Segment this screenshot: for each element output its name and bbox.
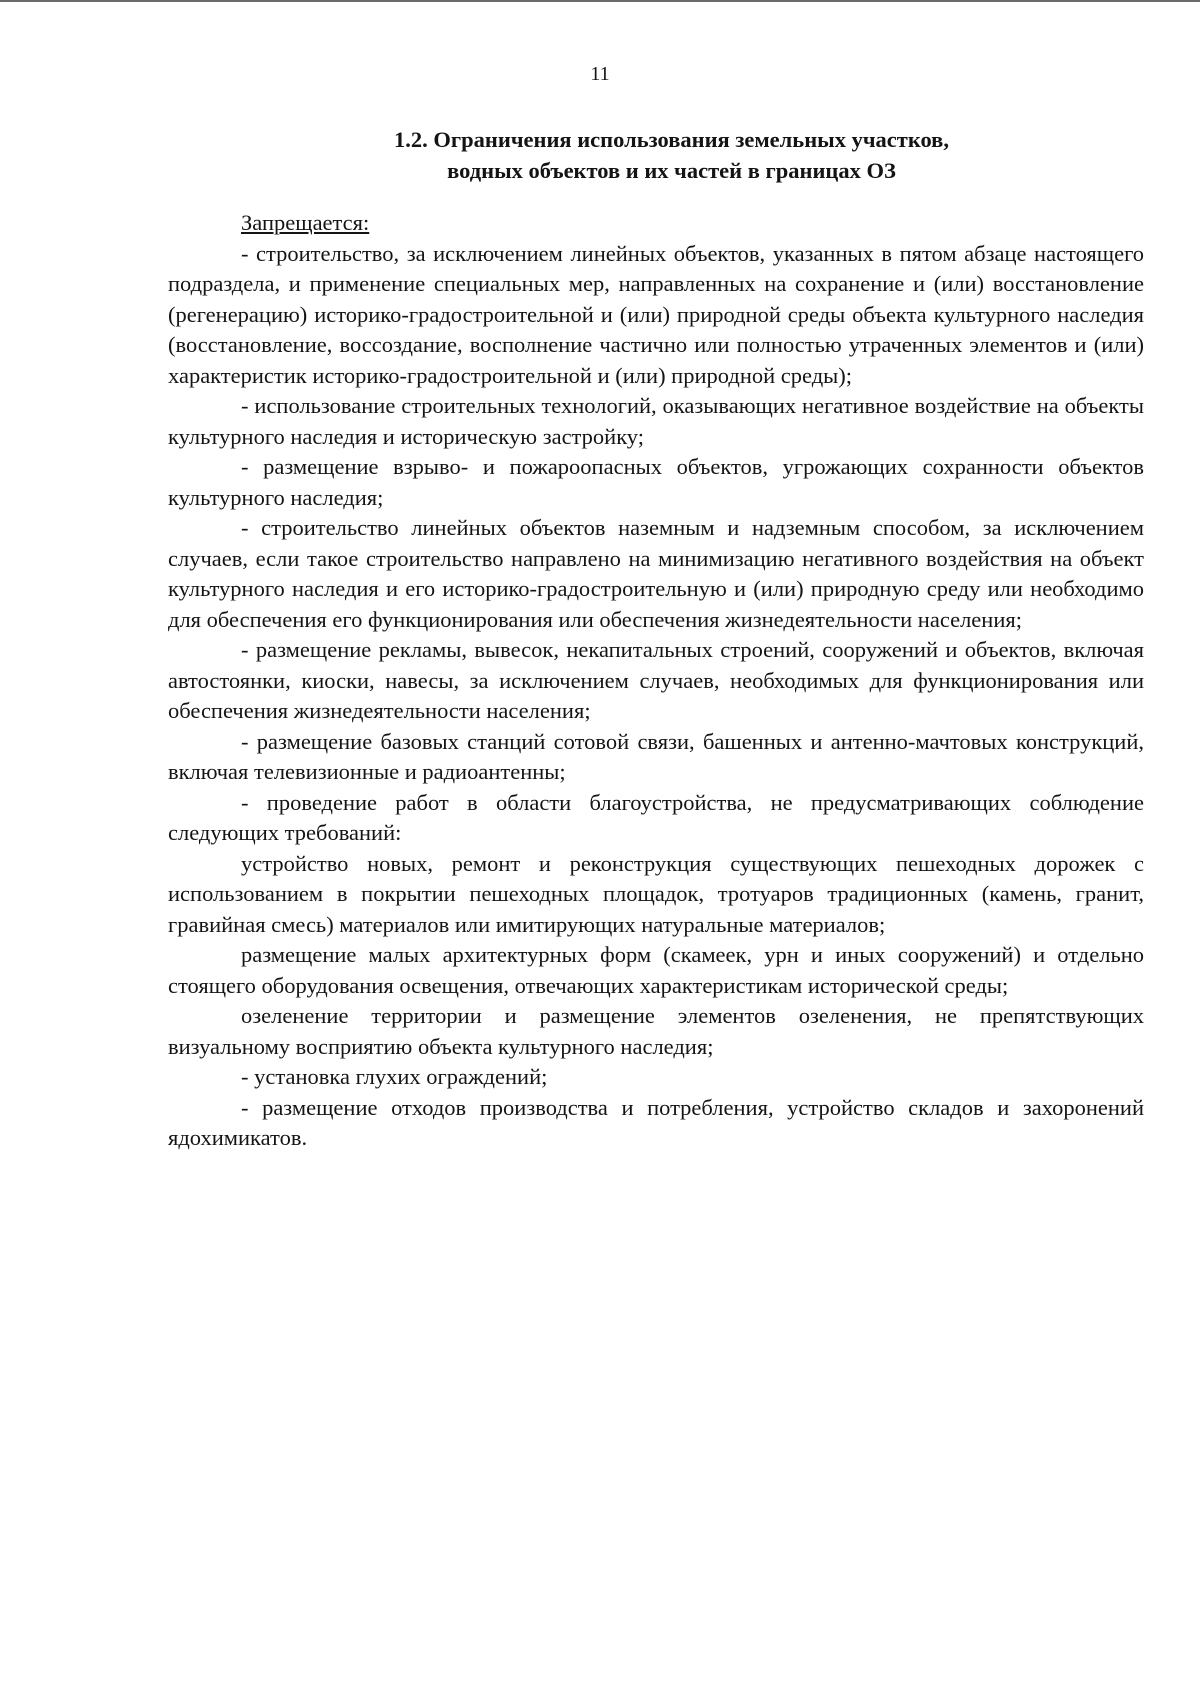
section-heading <box>170 124 1173 186</box>
requirement-item: устройство новых, ремонт и реконструкция существующих пешеходных дорожек с использованием в покрытии пешеходных площадок, тротуаров традиционных (камень, гранит, гравийная смесь) материалов или имитирующих натуральные материалов; <box>168 850 1144 937</box>
landscaping-requirements-list <box>168 849 1144 1063</box>
final-prohibition-list <box>168 1062 1144 1154</box>
section-heading-line-2: водных объектов и их частей в границах ОЗ <box>447 158 896 183</box>
prohibited-lead: Запрещается: <box>241 210 370 235</box>
page-number: 11 <box>590 63 610 85</box>
requirement-item: размещение малых архитектурных форм (скамеек, урн и иных сооружений) и отдельно стоящего оборудования освещения, отвечающих характеристикам исторической среды; <box>168 942 1144 998</box>
section-heading-line-1: 1.2. Ограничения использования земельных участков, <box>394 127 949 152</box>
section-body <box>168 208 1144 1154</box>
prohibition-list <box>168 239 1144 849</box>
requirement-item: озеленение территории и размещение элементов озеленения, не препятствующих визуальному восприятию объекта культурного наследия; <box>168 1003 1144 1059</box>
prohibition-item: - использование строительных технологий, оказывающих негативное воздействие на объекты культурного наследия и историческую застройку; <box>168 393 1144 449</box>
prohibition-item: - проведение работ в области благоустройства, не предусматривающих соблюдение следующих требований: <box>168 789 1144 845</box>
prohibition-item: - размещение рекламы, вывесок, некапитальных строений, сооружений и объектов, включая автостоянки, киоски, навесы, за исключением случаев, необходимых для функционирования или обеспечения жизнедеятельности населения; <box>168 637 1144 723</box>
prohibition-item: - размещение отходов производства и потребления, устройство складов и захоронений ядохимикатов. <box>168 1094 1144 1150</box>
page-top-border <box>0 0 1200 2</box>
prohibition-item: - размещение базовых станций сотовой связи, башенных и антенно-мачтовых конструкций, включая телевизионные и радиоантенны; <box>168 728 1144 784</box>
prohibition-item: - строительство линейных объектов наземным и надземным способом, за исключением случаев, если такое строительство направлено на минимизацию негативного воздействия на объект культурного наследия и его историко-градостроительную и (или) природную среду или необходимо для обеспечения его функционирования или обеспечения жизнедеятельности населения; <box>168 515 1144 632</box>
prohibition-item: - установка глухих ограждений; <box>241 1064 548 1089</box>
prohibition-item: - строительство, за исключением линейных объектов, указанных в пятом абзаце настоящего подраздела, и применение специальных мер, направленных на сохранение и (или) восстановление (регенерацию) историко-градостроительной и (или) природной среды объекта культурного наследия (восстановление, воссоздание, восполнение частично или полностью утраченных элементов и (или) характеристик историко-градостроительной и (или) природной среды); <box>168 240 1144 388</box>
prohibition-item: - размещение взрыво- и пожароопасных объектов, угрожающих сохранности объектов культурного наследия; <box>168 454 1144 510</box>
